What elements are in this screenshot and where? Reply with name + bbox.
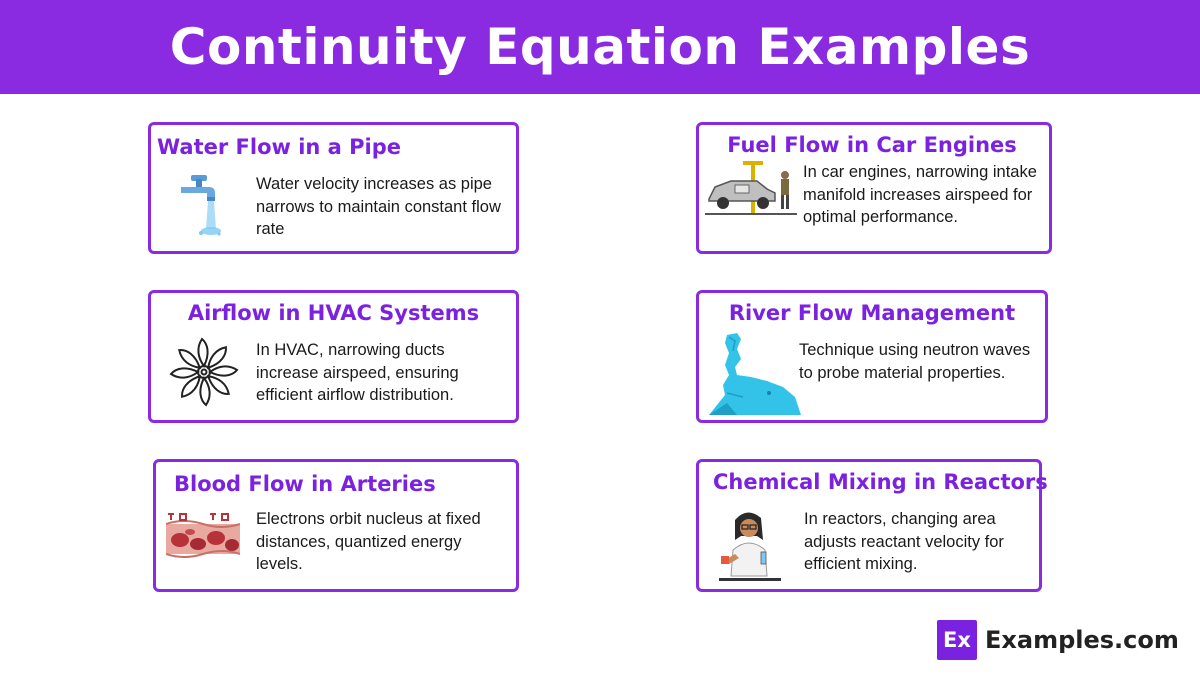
artery-icon	[166, 510, 240, 564]
card-title: Water Flow in a Pipe	[157, 135, 402, 159]
header-banner	[0, 0, 1200, 94]
brand-name: Examples.com	[985, 626, 1179, 654]
card-description: In reactors, changing area adjusts reactant velocity for efficient mixing.	[804, 510, 1004, 573]
card-description: Technique using neutron waves to probe material properties.	[799, 341, 1031, 382]
faucet-icon	[179, 173, 221, 239]
card-title: Fuel Flow in Car Engines	[727, 133, 1017, 157]
card-description: In HVAC, narrowing ducts increase airspeed, ensuring efficient airflow distribution.	[256, 341, 459, 404]
river-icon	[707, 331, 801, 417]
card-title: River Flow Management	[728, 301, 1016, 325]
card-fuel-flow	[696, 122, 1052, 254]
card-description: Electrons orbit nucleus at fixed distances, quantized energy levels.	[256, 510, 481, 573]
card-title: Chemical Mixing in Reactors	[713, 470, 1048, 494]
card-chemical-mixing	[696, 459, 1048, 592]
card-hvac-airflow	[148, 290, 519, 423]
page-title: Continuity Equation Examples	[169, 18, 1031, 76]
fan-icon	[169, 337, 239, 407]
scientist-icon	[717, 506, 783, 584]
card-description: In car engines, narrowing intake manifold increases airspeed for optimal performance.	[803, 163, 1037, 226]
brand-logo	[937, 620, 1179, 660]
card-blood-flow	[153, 459, 519, 592]
card-description: Water velocity increases as pipe narrows to maintain constant flow rate	[256, 175, 501, 238]
brand-badge: Ex	[937, 620, 977, 660]
card-water-flow	[148, 122, 519, 254]
card-title: Blood Flow in Arteries	[174, 472, 436, 496]
card-river-flow	[696, 290, 1048, 423]
card-title: Airflow in HVAC Systems	[187, 301, 480, 325]
car-repair-icon	[705, 159, 797, 219]
